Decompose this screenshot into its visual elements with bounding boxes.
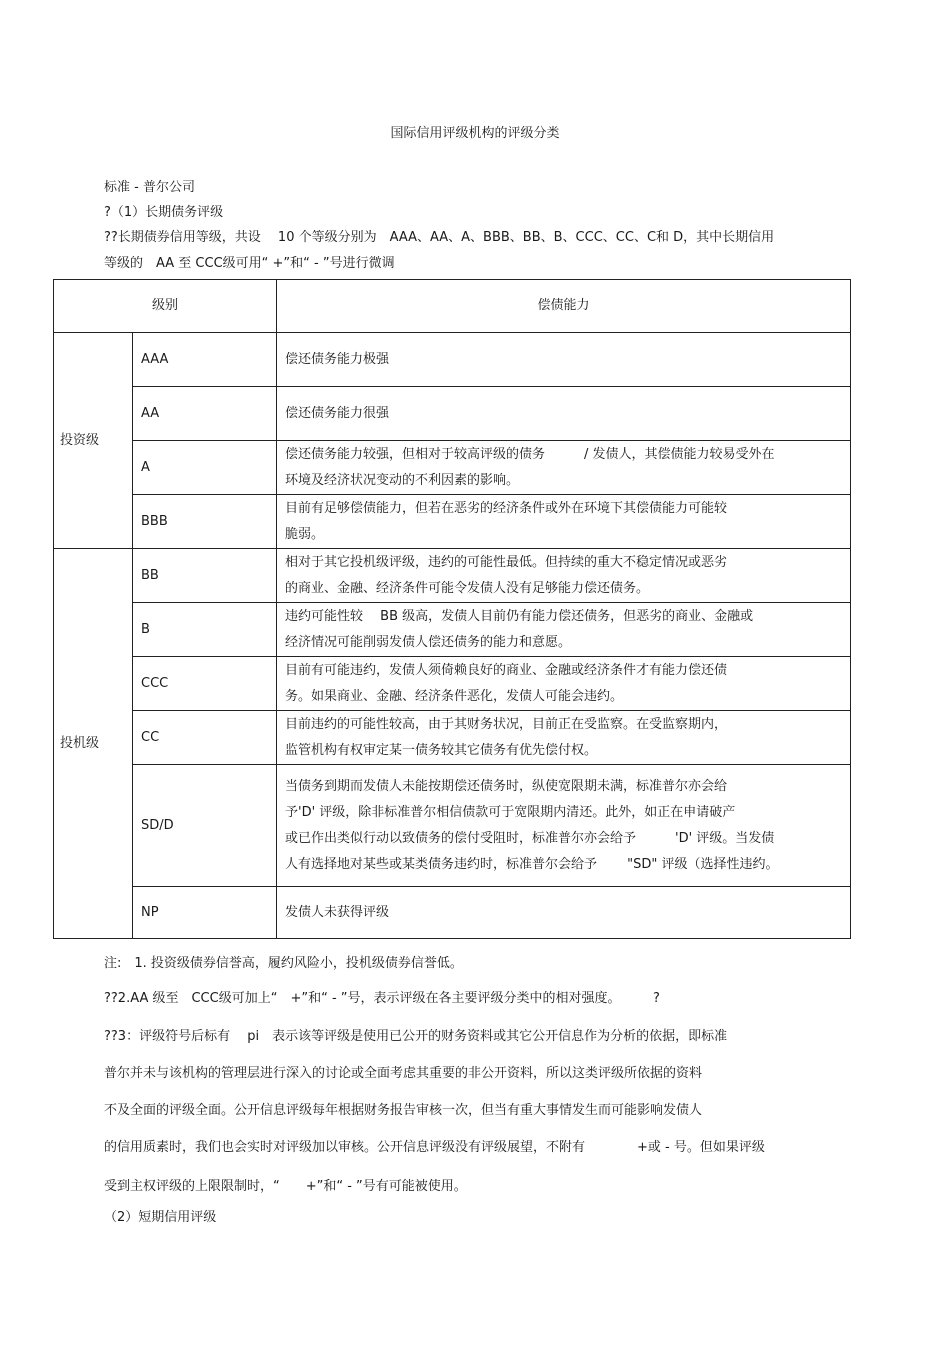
category-speculative: 投机级 bbox=[54, 549, 133, 939]
desc-cell: 偿还债务能力较强，但相对于较高评级的债务 / 发债人，其偿债能力较易受外在 环境及经济状况变动的不利因素的影响。 bbox=[277, 441, 851, 495]
grade-cell: SD/D bbox=[133, 765, 277, 887]
note-3-line-4: 的信用质素时，我们也会实时对评级加以审核。公开信息评级没有评级展望，不附有 +或 - 号。但如果评级 bbox=[104, 1140, 765, 1155]
grade-cell: B bbox=[133, 603, 277, 657]
grade-cell: AA bbox=[133, 387, 277, 441]
table-row bbox=[54, 603, 851, 657]
desc-cell: 目前违约的可能性较高，由于其财务状况，目前正在受监察。在受监察期内， 监管机构有权审定某一债务较其它债务有优先偿付权。 bbox=[277, 711, 851, 765]
note-3-line-3: 不及全面的评级全面。公开信息评级每年根据财务报告审核一次，但当有重大事情发生而可能影响发债人 bbox=[104, 1103, 703, 1118]
table-row bbox=[54, 765, 851, 887]
desc-cell: 当债务到期而发债人未能按期偿还债务时，纵使宽限期未满，标准普尔亦会给 予'D' 评级，除非标准普尔相信债款可于宽限期内清还。此外，如正在申请破产 或已作出类似行动以致债务的偿付受阻时，标准普尔亦会给予 'D' 评级。当发债 人有选择地对某些或某类债务违约时，标准普尔会给予 "SD" 评级（选择性违约。 bbox=[277, 765, 851, 887]
header-capacity: 偿债能力 bbox=[277, 280, 851, 333]
table-row bbox=[54, 495, 851, 549]
note-3-line-2: 普尔并未与该机构的管理层进行深入的讨论或全面考虑其重要的非公开资料，所以这类评级所依据的资料 bbox=[104, 1066, 703, 1081]
table-row bbox=[54, 711, 851, 765]
desc-cell: 目前有可能违约，发债人须倚赖良好的商业、金融或经济条件才有能力偿还债 务。如果商业、金融、经济条件恶化，发债人可能会违约。 bbox=[277, 657, 851, 711]
table-header-row bbox=[54, 280, 851, 333]
grade-cell: A bbox=[133, 441, 277, 495]
note-3-line-1: ??3：评级符号后标有 pi 表示该等评级是使用已公开的财务资料或其它公开信息作为分析的依据，即标准 bbox=[104, 1029, 728, 1044]
rating-table bbox=[53, 279, 851, 939]
category-investment: 投资级 bbox=[54, 333, 133, 549]
note-3-line-5: 受到主权评级的上限限制时，“ +”和“ - ”号有可能被使用。 bbox=[104, 1179, 467, 1194]
page-title: 国际信用评级机构的评级分类 bbox=[390, 126, 560, 141]
desc-cell: 目前有足够偿债能力，但若在恶劣的经济条件或外在环境下其偿债能力可能较 脆弱。 bbox=[277, 495, 851, 549]
desc-cell: 发债人未获得评级 bbox=[277, 887, 851, 939]
note-2: ??2.AA 级至 CCC级可加上“ +”和“ - ”号，表示评级在各主要评级分类中的相对强度。 ? bbox=[104, 991, 660, 1006]
intro-line-2: 等级的 AA 至 CCC级可用“ +”和“ - ”号进行微调 bbox=[104, 256, 395, 271]
section-label: 标准 - 普尔公司 bbox=[104, 180, 195, 195]
grade-cell: NP bbox=[133, 887, 277, 939]
subsection-long-term: ?（1）长期债务评级 bbox=[104, 205, 224, 220]
grade-cell: AAA bbox=[133, 333, 277, 387]
table-row bbox=[54, 887, 851, 939]
note-1: 注: 1. 投资级债券信誉高，履约风险小，投机级债券信誉低。 bbox=[104, 956, 463, 971]
desc-cell: 偿还债务能力极强 bbox=[277, 333, 851, 387]
header-level: 级别 bbox=[54, 280, 277, 333]
subsection-short-term: （2）短期信用评级 bbox=[104, 1210, 217, 1225]
table-row bbox=[54, 657, 851, 711]
grade-cell: CC bbox=[133, 711, 277, 765]
table-row bbox=[54, 441, 851, 495]
table-row bbox=[54, 549, 851, 603]
desc-cell: 偿还债务能力很强 bbox=[277, 387, 851, 441]
desc-cell: 违约可能性较 BB 级高，发债人目前仍有能力偿还债务，但恶劣的商业、金融或 经济情况可能削弱发债人偿还债务的能力和意愿。 bbox=[277, 603, 851, 657]
intro-line-1: ??长期债券信用等级，共设 10 个等级分别为 AAA、AA、A、BBB、BB、B、CCC、CC、C和 D，其中长期信用 bbox=[104, 230, 775, 245]
grade-cell: CCC bbox=[133, 657, 277, 711]
table-row bbox=[54, 333, 851, 387]
table-row bbox=[54, 387, 851, 441]
desc-cell: 相对于其它投机级评级，违约的可能性最低。但持续的重大不稳定情况或恶劣 的商业、金融、经济条件可能令发债人没有足够能力偿还债务。 bbox=[277, 549, 851, 603]
grade-cell: BB bbox=[133, 549, 277, 603]
grade-cell: BBB bbox=[133, 495, 277, 549]
